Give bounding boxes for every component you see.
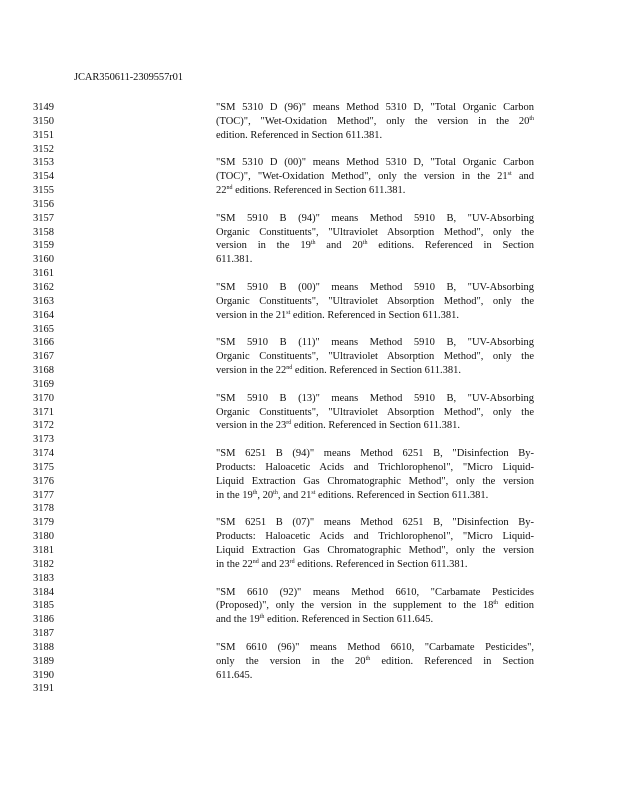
line-number: 3188 (33, 641, 54, 653)
definition-line: (TOC)", "Wet-Oxidation Method", only the version in the 21st and (216, 171, 534, 183)
line-number: 3173 (33, 434, 54, 446)
line-number: 3175 (33, 461, 54, 473)
line-number: 3156 (33, 198, 54, 210)
line-number-column (33, 101, 54, 696)
line-number: 3182 (33, 558, 54, 570)
definition-entry (216, 336, 534, 378)
definition-line: version in the 21st edition. Referenced in Section 611.381. (216, 309, 460, 321)
definition-line: edition. Referenced in Section 611.381. (216, 129, 383, 141)
line-number: 3153 (33, 157, 54, 169)
definition-line: "SM 5910 B (00)" means Method 5910 B, "UV-Absorbing (216, 281, 534, 293)
definition-line: "SM 6610 (96)" means Method 6610, "Carbamate Pesticides", (216, 641, 534, 653)
definition-line: 611.645. (216, 669, 253, 681)
line-number: 3169 (33, 378, 54, 390)
line-number: 3165 (33, 323, 54, 335)
line-number: 3179 (33, 517, 54, 529)
definition-entry (216, 281, 534, 323)
line-number: 3190 (33, 669, 54, 681)
line-number: 3150 (33, 115, 54, 127)
line-number: 3149 (33, 102, 54, 113)
definition-line: Products: Haloacetic Acids and Trichlorophenol", "Micro Liquid- (216, 531, 534, 543)
definition-line: in the 22nd and 23rd editions. Referenced in Section 611.381. (216, 558, 468, 570)
line-number: 3158 (33, 226, 54, 238)
line-number: 3184 (33, 586, 54, 598)
line-number: 3164 (33, 309, 54, 321)
line-number: 3185 (33, 600, 54, 612)
definition-line: only the version in the 20th edition. Referenced in Section (216, 655, 535, 667)
definition-line: 22nd editions. Referenced in Section 611.381. (216, 185, 406, 197)
line-number: 3177 (33, 489, 54, 501)
definition-line: (Proposed)", only the version in the supplement to the 18th edition (216, 600, 534, 612)
line-number: 3189 (33, 655, 54, 667)
definition-entry (216, 212, 534, 267)
definition-line: "SM 5310 D (00)" means Method 5310 D, "Total Organic Carbon (216, 157, 534, 169)
line-number: 3172 (33, 420, 54, 432)
definition-line: Organic Constituents", "Ultraviolet Absorption Method", only the (216, 351, 534, 363)
definition-line: 611.381. (216, 254, 253, 266)
definition-line: Liquid Extraction Gas Chromatographic Method", only the version (216, 545, 534, 556)
line-number: 3176 (33, 475, 54, 487)
definition-entry (216, 392, 534, 434)
definition-line: Organic Constituents", "Ultraviolet Absorption Method", only the (216, 406, 534, 418)
definition-line: Organic Constituents", "Ultraviolet Absorption Method", only the (216, 295, 534, 307)
line-number: 3187 (33, 628, 54, 640)
definitions-list (216, 101, 534, 696)
definition-line: (TOC)", "Wet-Oxidation Method", only the version in the 20th (216, 115, 534, 127)
definition-line: and the 19th edition. Referenced in Section 611.645. (216, 614, 434, 626)
definition-line: "SM 6251 B (94)" means Method 6251 B, "Disinfection By- (216, 448, 534, 460)
line-number: 3161 (33, 268, 54, 280)
definition-line: Organic Constituents", "Ultraviolet Absorption Method", only the (216, 226, 534, 238)
line-number: 3171 (33, 406, 54, 418)
definition-entry (216, 516, 534, 571)
definition-line: "SM 5910 B (13)" means Method 5910 B, "UV-Absorbing (216, 392, 534, 404)
line-number: 3157 (33, 212, 54, 224)
line-number: 3159 (33, 240, 54, 252)
definition-entry (216, 447, 534, 502)
definition-line: version in the 23rd edition. Referenced in Section 611.381. (216, 420, 461, 432)
line-number: 3181 (33, 545, 54, 556)
line-number: 3163 (33, 295, 54, 307)
document-id: JCAR350611-2309557r01 (74, 72, 183, 83)
definition-line: in the 19th, 20th, and 21st editions. Referenced in Section 611.381. (216, 489, 489, 501)
definition-entry (216, 586, 534, 628)
definition-line: "SM 6610 (92)" means Method 6610, "Carbamate Pesticides (216, 586, 534, 598)
line-number: 3186 (33, 614, 54, 626)
line-number: 3168 (33, 365, 54, 377)
line-number: 3167 (33, 351, 54, 363)
definition-line: version in the 22nd edition. Referenced in Section 611.381. (216, 365, 462, 377)
definition-line: version in the 19th and 20th editions. Referenced in Section (216, 240, 535, 252)
line-number: 3162 (33, 281, 54, 293)
line-number: 3151 (33, 129, 54, 141)
line-number: 3174 (33, 448, 54, 460)
definition-entry (216, 641, 534, 683)
line-number: 3178 (33, 503, 54, 515)
line-number: 3166 (33, 337, 54, 349)
definition-entry (216, 156, 534, 198)
definition-line: "SM 5910 B (94)" means Method 5910 B, "UV-Absorbing (216, 212, 534, 224)
line-number: 3155 (33, 185, 54, 197)
definition-line: Products: Haloacetic Acids and Trichlorophenol", "Micro Liquid- (216, 461, 534, 473)
definition-line: "SM 5310 D (96)" means Method 5310 D, "Total Organic Carbon (216, 102, 534, 113)
line-number: 3152 (33, 143, 54, 155)
definition-line: Liquid Extraction Gas Chromatographic Method", only the version (216, 475, 534, 487)
line-number: 3170 (33, 392, 54, 404)
definition-line: "SM 6251 B (07)" means Method 6251 B, "Disinfection By- (216, 517, 534, 529)
line-number: 3180 (33, 531, 54, 543)
line-number: 3183 (33, 572, 54, 584)
definition-line: "SM 5910 B (11)" means Method 5910 B, "UV-Absorbing (216, 337, 534, 349)
line-number: 3160 (33, 254, 54, 266)
line-number: 3154 (33, 171, 54, 183)
line-number: 3191 (33, 683, 54, 695)
definition-entry (216, 101, 534, 143)
